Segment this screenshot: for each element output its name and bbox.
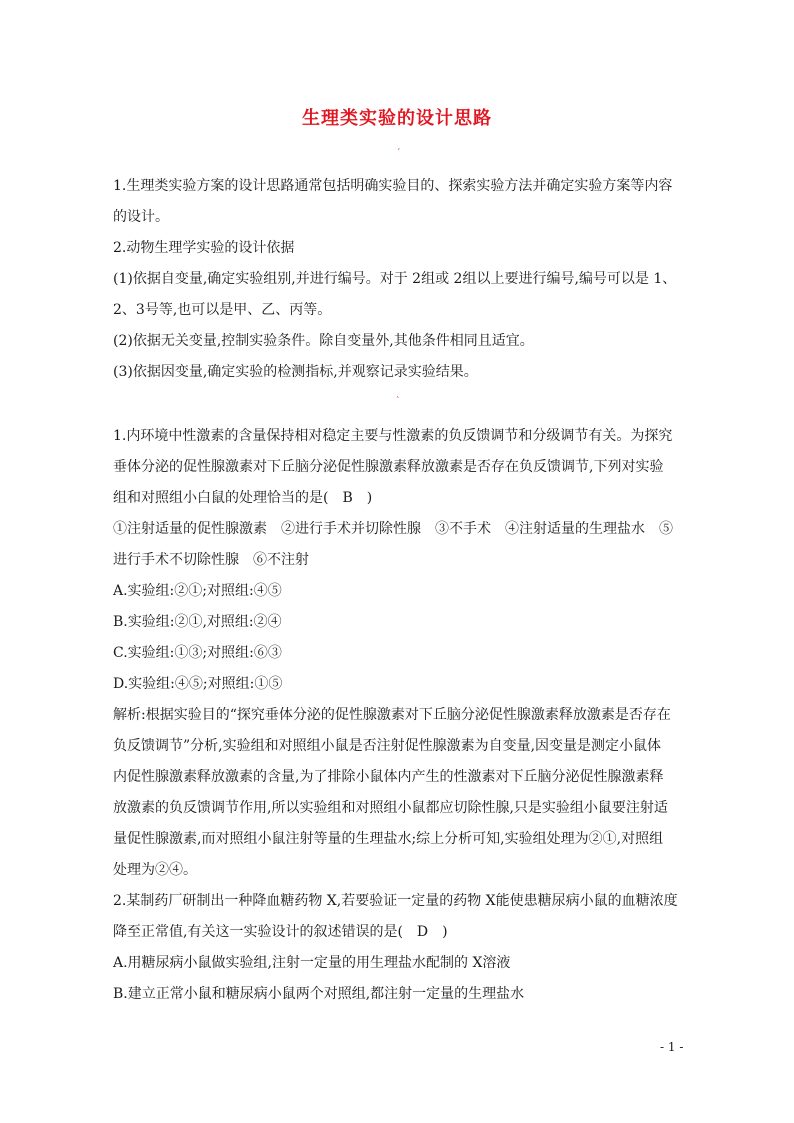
question-1-option: A.实验组:②①;对照组:④⑤ (113, 583, 282, 599)
intro-line: (2)依据无关变量,控制实验条件。除自变量外,其他条件相同且适宜。 (113, 333, 534, 349)
question-1-line: 1.内环境中性激素的含量保持相对稳定主要与性激素的负反馈调节和分级调节有关。为探究 (113, 428, 673, 444)
question-1-line: ①注射适量的促性腺激素 ②进行手术并切除性腺 ③不手术 ④注射适量的生理盐水 ⑤ (113, 521, 673, 537)
question-1-line: 垂体分泌的促性腺激素对下丘脑分泌促性腺激素释放激素是否存在负反馈调节,下列对实验 (113, 459, 664, 475)
page-number: - 1 - (660, 1040, 684, 1054)
intro-line: 的设计。 (113, 209, 169, 225)
question-1-analysis: 放激素的负反馈调节作用,所以实验组和对照组小鼠都应切除性腺,只是实验组小鼠要注射适 (113, 800, 668, 816)
question-1-analysis: 负反馈调节”分析,实验组和对照组小鼠是否注射促性腺激素为自变量,因变量是测定小鼠体 (113, 738, 662, 754)
intro-line: 2.动物生理学实验的设计依据 (113, 240, 295, 256)
intro-line: (1)依据自变量,确定实验组别,并进行编号。对于 2组或 2组以上要进行编号,编号可以是 1、 (113, 271, 677, 287)
intro-line: 2、3号等,也可以是甲、乙、丙等。 (113, 302, 332, 318)
question-1-option: C.实验组:①③;对照组:⑥③ (113, 645, 282, 661)
question-1-analysis: 处理为②④。 (113, 862, 197, 878)
question-1-option: D.实验组:④⑤;对照组:①⑤ (113, 676, 283, 692)
intro-line: (3)依据因变量,确定实验的检测指标,并观察记录实验结果。 (113, 364, 478, 380)
question-1-analysis: 量促性腺激素,而对照组小鼠注射等量的生理盐水;综上分析可知,实验组处理为②①,对照组 (113, 831, 664, 847)
question-2-option: B.建立正常小鼠和糖尿病小鼠两个对照组,都注射一定量的生理盐水 (113, 986, 525, 1002)
intro-line: 1.生理类实验方案的设计思路通常包括明确实验目的、探索实验方法并确定实验方案等内容 (113, 178, 673, 194)
question-1-option: B.实验组:②①,对照组:②④ (113, 614, 282, 630)
question-1-line: 组和对照组小白鼠的处理恰当的是( B ) (113, 490, 373, 506)
question-2-option: A.用糖尿病小鼠做实验组,注射一定量的用生理盐水配制的 X溶液 (113, 955, 511, 971)
question-1-analysis: 内促性腺激素释放激素的含量,为了排除小鼠体内产生的性激素对下丘脑分泌促性腺激素释 (113, 769, 664, 785)
stray-mark: ˊ (396, 149, 401, 159)
question-2-line: 降至正常值,有关这一实验设计的叙述错误的是( D ) (113, 924, 448, 940)
stray-mark: ˋ (396, 397, 401, 407)
question-2-line: 2.某制药厂研制出一种降血糖药物 X,若要验证一定量的药物 X能使患糖尿病小鼠的血糖浓度 (113, 893, 678, 909)
question-1-analysis: 解析:根据实验目的“探究垂体分泌的促性腺激素对下丘脑分泌促性腺激素释放激素是否存在 (113, 707, 671, 723)
document-title: 生理类实验的设计思路 (302, 108, 492, 129)
question-1-line: 进行手术不切除性腺 ⑥不注射 (113, 552, 309, 568)
